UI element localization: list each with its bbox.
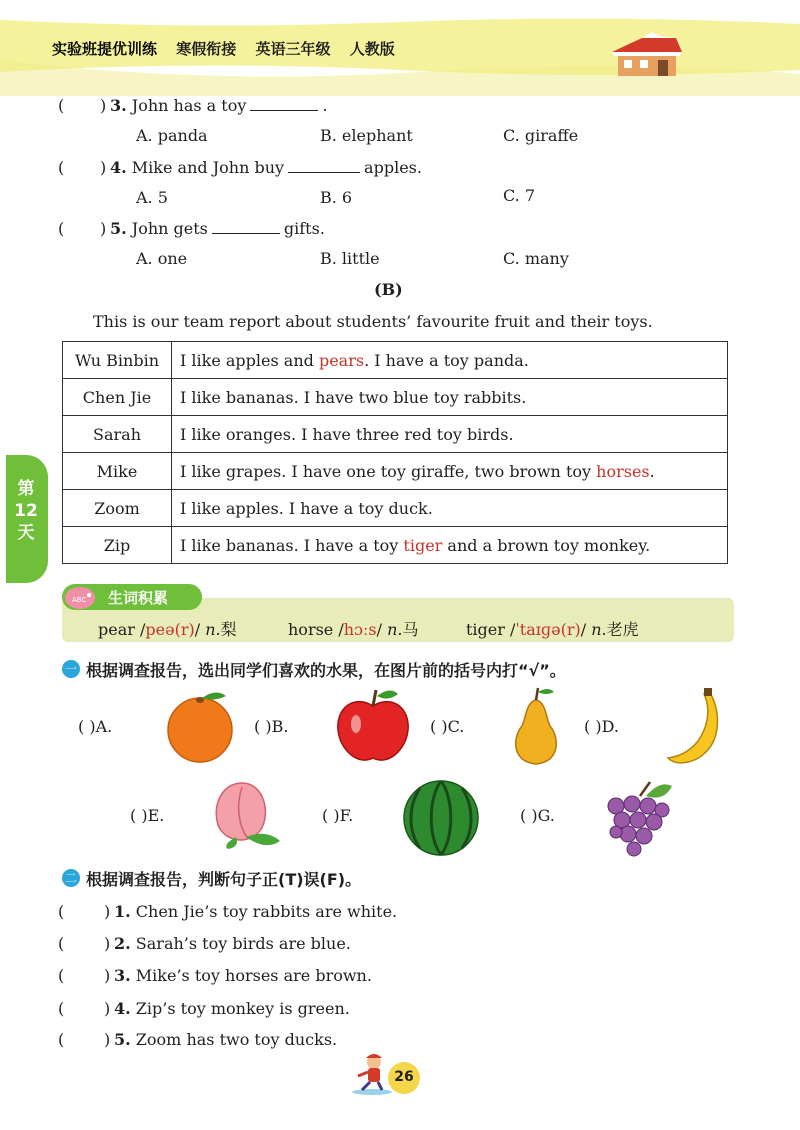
skating-kid-icon [344, 1052, 394, 1098]
peach-icon [206, 775, 284, 851]
option-a[interactable]: A. panda [136, 126, 208, 145]
header-series: 寒假衔接 [176, 40, 237, 58]
svg-text:ABC: ABC [72, 596, 87, 604]
phonetic: peə(r) [145, 620, 195, 639]
question-stem: Mike and John buy [131, 158, 285, 177]
new-word-highlight: tiger [403, 535, 443, 555]
vocab-item-tiger: tiger /ˈtaɪɡə(r)/ n.老虎 [466, 620, 639, 639]
orange-icon [164, 688, 236, 764]
day-side-tab-text: 第12天 [14, 479, 38, 543]
option-b[interactable]: B. little [320, 249, 380, 268]
student-name: Zoom [63, 490, 172, 527]
answer-blank[interactable] [250, 96, 318, 111]
question-number: 3. [110, 96, 127, 115]
answer-blank[interactable] [288, 158, 360, 173]
answer-blank[interactable] [212, 219, 280, 234]
student-report: I like apples. I have a toy duck. [172, 490, 728, 527]
table-row [63, 379, 728, 416]
section-2-instruction: 根据调查报告，判断句子正(T)误(F)。 [86, 870, 362, 889]
phonetic: ˈtaɪɡə(r) [515, 620, 581, 639]
section-2-marker: 二 [62, 869, 80, 887]
student-name: Wu Binbin [63, 342, 172, 379]
option-b[interactable]: B. elephant [320, 126, 413, 145]
fruit-choice-f[interactable]: ( )F. [322, 806, 354, 825]
fruit-choice-a[interactable]: ( )A. [78, 717, 113, 736]
option-c[interactable]: C. 7 [503, 186, 536, 205]
pear-icon [508, 686, 564, 768]
question-text [110, 96, 328, 115]
option-a[interactable]: A. 5 [136, 188, 168, 207]
apple-icon [334, 686, 412, 766]
page-number: 26 [394, 1069, 414, 1085]
student-name: Mike [63, 453, 172, 490]
student-name: Sarah [63, 416, 172, 453]
new-word-highlight: horses [596, 461, 650, 481]
question-text [110, 158, 422, 177]
question-number: 4. [110, 158, 127, 177]
answer-paren-close: ) [100, 96, 107, 115]
piggy-bank-icon [60, 582, 100, 612]
student-report: I like oranges. I have three red toy birds. [172, 416, 728, 453]
grapes-icon [600, 776, 676, 858]
vocab-item-horse: horse /hɔːs/ n.马 [288, 620, 419, 639]
question-text [110, 219, 325, 238]
header-edition: 人教版 [349, 40, 395, 58]
table-row [63, 453, 728, 490]
student-report: I like bananas. I have a toy tiger and a brown toy monkey. [172, 527, 728, 564]
question-number: 5. [110, 219, 127, 238]
banana-icon [664, 686, 726, 768]
table-row [63, 416, 728, 453]
vocab-item-pear: pear /peə(r)/ n.梨 [98, 620, 237, 639]
fruit-choice-c[interactable]: ( )C. [430, 717, 465, 736]
part-b-heading: (B) [374, 280, 403, 299]
part-b-intro: This is our team report about students’ favourite fruit and their toys. [93, 312, 653, 331]
header-subject: 英语三年级 [255, 40, 331, 58]
option-c[interactable]: C. giraffe [503, 126, 579, 145]
report-table [62, 341, 728, 564]
vocab-label: 生词积累 [108, 589, 169, 607]
fruit-choice-g[interactable]: ( )G. [520, 806, 555, 825]
phonetic: hɔːs [343, 620, 377, 639]
fruit-choice-d[interactable]: ( )D. [584, 717, 619, 736]
question-stem: John gets [131, 219, 208, 238]
header-title [52, 38, 409, 59]
section-1-marker: 一 [62, 660, 80, 678]
answer-paren-open: ( [58, 219, 65, 238]
table-row [63, 527, 728, 564]
question-stem-end: gifts. [283, 219, 325, 238]
student-name: Chen Jie [63, 379, 172, 416]
answer-paren-close: ) [100, 158, 107, 177]
student-report: I like apples and pears. I have a toy panda. [172, 342, 728, 379]
student-name: Zip [63, 527, 172, 564]
answer-paren-close: ) [100, 219, 107, 238]
watermelon-icon [400, 778, 482, 858]
question-stem-end: apples. [364, 158, 422, 177]
question-stem-end: . [322, 96, 328, 115]
option-c[interactable]: C. many [503, 249, 569, 268]
fruit-choice-e[interactable]: ( )E. [130, 806, 165, 825]
table-row [63, 342, 728, 379]
section-1-instruction: 根据调查报告，选出同学们喜欢的水果，在图片前的括号内打“√”。 [86, 661, 566, 680]
fruit-choice-b[interactable]: ( )B. [254, 717, 289, 736]
table-row [63, 490, 728, 527]
header-brand: 实验班提优训练 [52, 40, 158, 58]
student-report: I like grapes. I have one toy giraffe, two brown toy horses. [172, 453, 728, 490]
question-stem: John has a toy [131, 96, 247, 115]
option-a[interactable]: A. one [136, 249, 188, 268]
answer-paren-open: ( [58, 158, 65, 177]
answer-paren-open: ( [58, 96, 65, 115]
option-b[interactable]: B. 6 [320, 188, 353, 207]
student-report: I like bananas. I have two blue toy rabbits. [172, 379, 728, 416]
new-word-highlight: pears [318, 350, 365, 370]
